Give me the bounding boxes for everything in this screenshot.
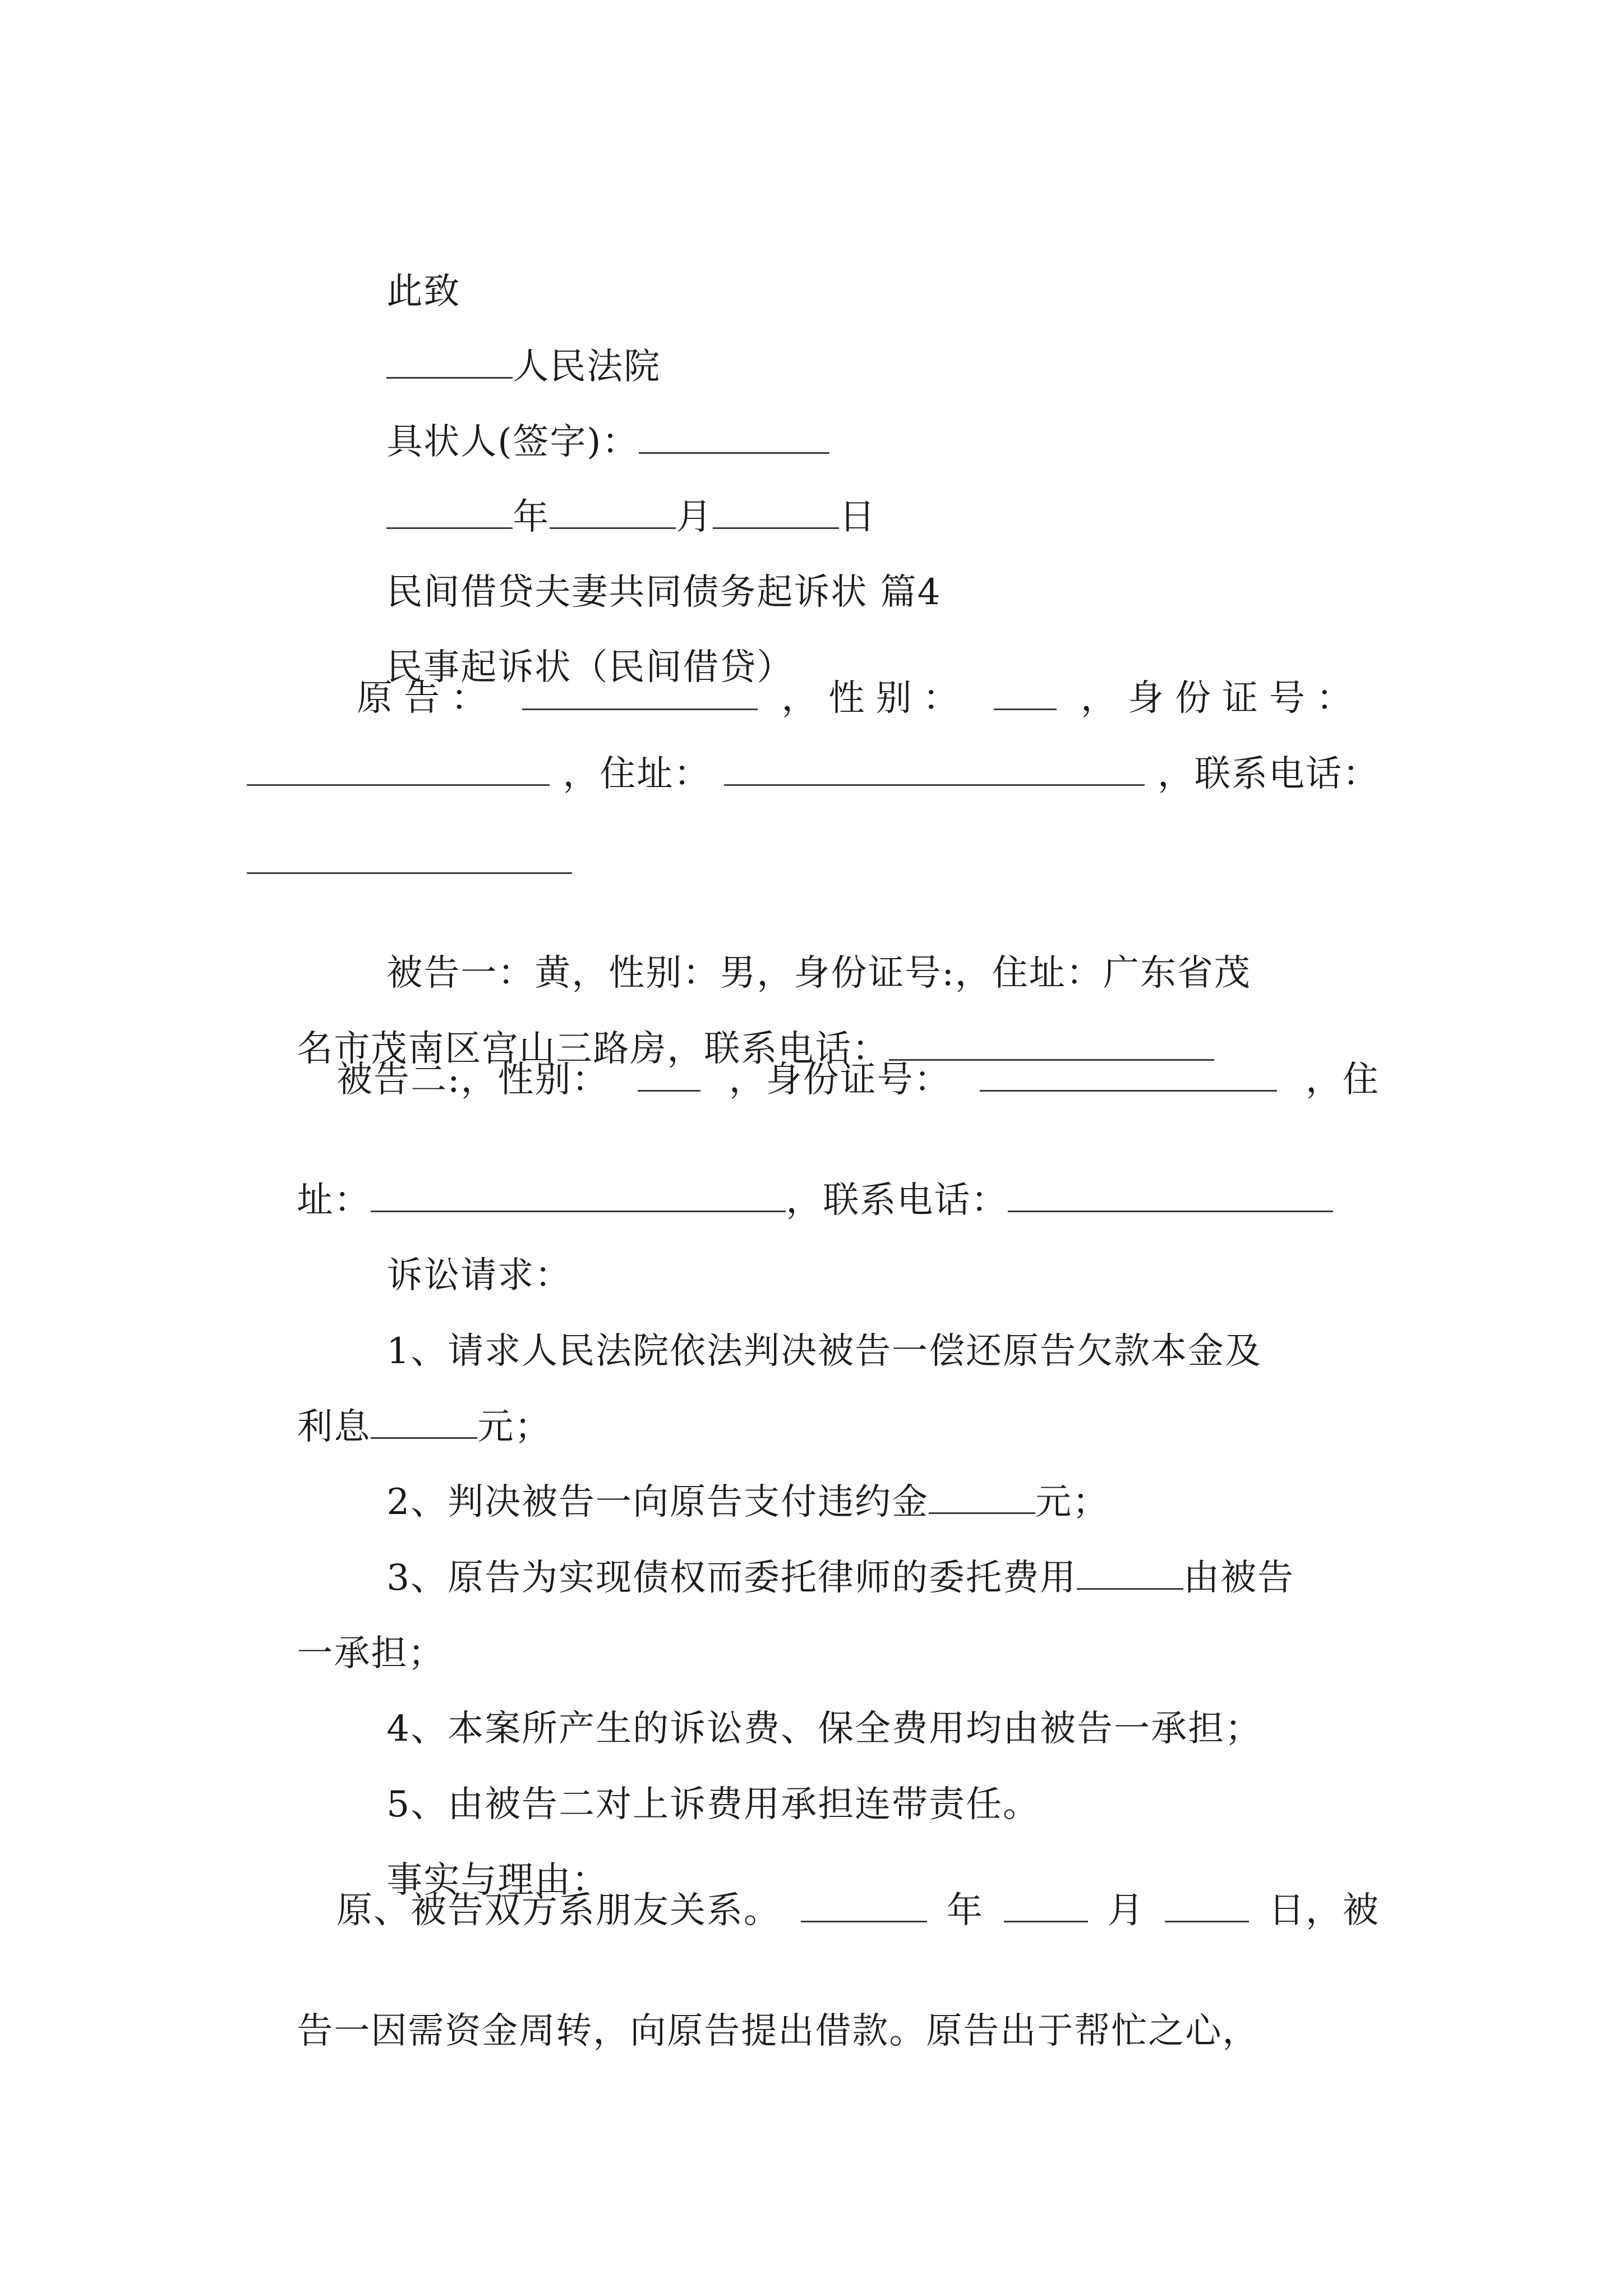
defendant2-line-1: 被告二:，性别： ，身份证号： ，住: [336, 1057, 1380, 1102]
plaintiff-id-blank[interactable]: [247, 752, 550, 786]
closing-signature-line: 具状人(签字)：: [336, 375, 829, 509]
plaintiff-gender-blank[interactable]: [994, 676, 1057, 710]
defendant1-phone-blank[interactable]: [889, 1027, 1214, 1061]
closing-salutation: 此致: [386, 271, 461, 312]
defendant2-gender-blank[interactable]: [638, 1057, 700, 1092]
facts-year-blank[interactable]: [801, 1888, 927, 1922]
defendant2-phone-blank[interactable]: [1008, 1178, 1333, 1212]
defendant2-line-2: 址： ，联系电话：: [247, 1133, 1333, 1268]
facts-day-blank[interactable]: [1165, 1888, 1249, 1922]
claim-3-fee-blank[interactable]: [1077, 1556, 1183, 1590]
defendant2-id-blank[interactable]: [980, 1057, 1277, 1092]
claim-1-line-1: 1、请求人民法院依法判决被告一偿还原告欠款本金及: [386, 1331, 1262, 1372]
facts-heading: 事实与理由：: [386, 1860, 609, 1901]
claim-1-line-2: 利息 元；: [247, 1360, 551, 1494]
closing-court-line: 人民法院: [336, 300, 661, 434]
date-day-blank[interactable]: [713, 495, 839, 529]
closing-date-line: 年 月 日: [336, 450, 876, 585]
defendant2-address-blank[interactable]: [371, 1178, 786, 1212]
claim-1-amount-blank[interactable]: [371, 1405, 477, 1439]
plaintiff-line-2: ，住址： ，联系电话：: [247, 752, 1380, 797]
plaintiff-address-blank[interactable]: [724, 752, 1145, 786]
date-year-blank[interactable]: [386, 495, 513, 529]
court-name-blank[interactable]: [386, 344, 513, 379]
claims-heading: 诉讼请求：: [386, 1255, 572, 1296]
section-subtitle: 民事起诉状（民间借贷）: [386, 647, 794, 688]
claim-5: 5、由被告二对上诉费用承担连带责任。: [386, 1784, 1040, 1825]
claim-3-line-1: 3、原告为实现债权而委托律师的委托费用 由被告: [336, 1511, 1294, 1645]
plaintiff-name-blank[interactable]: [522, 676, 758, 710]
section-heading: 民间借贷夫妻共同债务起诉状 篇4: [386, 572, 942, 613]
facts-month-blank[interactable]: [1004, 1888, 1088, 1922]
plaintiff-phone-blank[interactable]: [247, 872, 572, 874]
signature-blank[interactable]: [639, 420, 829, 454]
facts-line-2: 告一因需资金周转，向原告提出借款。原告出于帮忙之心，: [297, 2010, 1260, 2052]
claim-4: 4、本案所产生的诉讼费、保全费用均由被告一承担；: [386, 1708, 1262, 1750]
defendant1-line-2: 名市茂南区宫山三路房，联系电话：: [247, 982, 1214, 1116]
plaintiff-line-1: 原告： ，性别： ，身份证号：: [357, 676, 1363, 721]
date-month-blank[interactable]: [550, 495, 676, 529]
facts-line-1: 原、被告双方系朋友关系。 年 月 日，被: [336, 1888, 1380, 1933]
claim-2-amount-blank[interactable]: [929, 1480, 1035, 1514]
claim-3-line-2: 一承担；: [297, 1633, 445, 1674]
claim-2: 2、判决被告一向原告支付违约金 元；: [336, 1435, 1109, 1570]
defendant1-line-1: 被告一：黄，性别：男，身份证号:，住址：广东省茂: [386, 953, 1251, 994]
